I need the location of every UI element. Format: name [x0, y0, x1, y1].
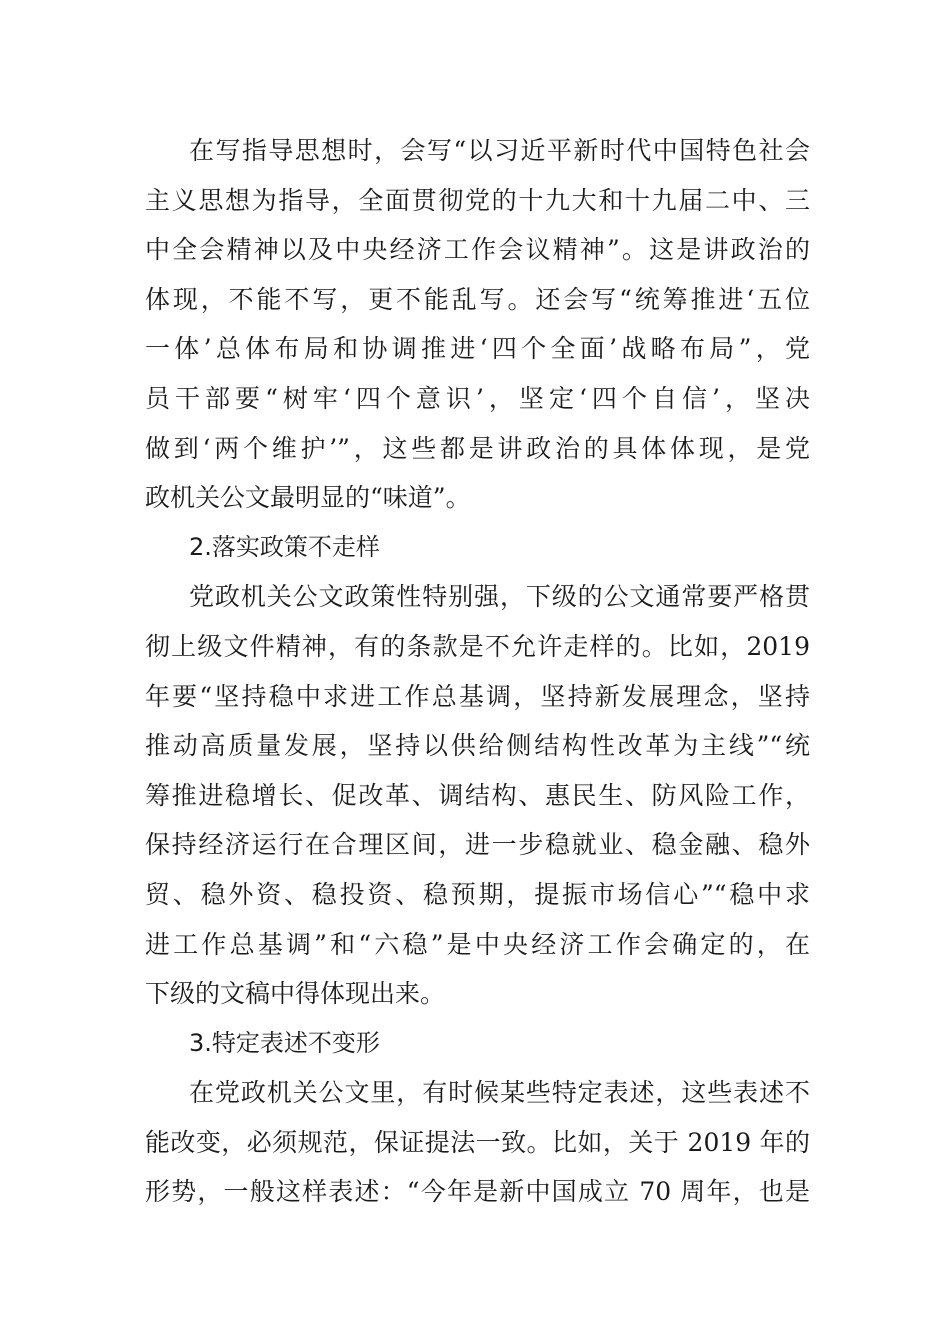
paragraph-line: 一体’总体布局和协调推进‘四个全面’战略布局”，党	[145, 334, 810, 364]
section-heading-3: 3.特定表述不变形	[189, 1028, 380, 1057]
paragraph-line: 做到‘两个维护’”，这些都是讲政治的具体体现，是党	[145, 433, 810, 463]
paragraph-line: 能改变，必须规范，保证提法一致。比如，关于 2019 年的	[145, 1127, 810, 1157]
paragraph-line: 在写指导思想时，会写“以习近平新时代中国特色社会	[189, 136, 810, 165]
document-body	[145, 126, 810, 1217]
paragraph-line: 体现，不能不写，更不能乱写。还会写“统筹推进‘五位	[145, 284, 810, 314]
paragraph-guiding-ideology	[145, 126, 810, 523]
paragraph-line: 彻上级文件精神，有的条款是不允许走样的。比如，2019	[145, 631, 810, 661]
paragraph-line: 保持经济运行在合理区间，进一步稳就业、稳金融、稳外	[145, 830, 810, 860]
section-heading-2: 2.落实政策不走样	[189, 532, 380, 561]
paragraph-line: 主义思想为指导，全面贯彻党的十九大和十九届二中、三	[145, 185, 810, 215]
paragraph-line: 年要“坚持稳中求进工作总基调，坚持新发展理念，坚持	[145, 681, 810, 711]
paragraph-line: 员干部要“树牢‘四个意识’，坚定‘四个自信’，坚决	[145, 383, 810, 413]
paragraph-line: 推动高质量发展，坚持以供给侧结构性改革为主线”“统	[145, 731, 810, 761]
paragraph-policy-implementation	[145, 572, 810, 1018]
paragraph-line: 在党政机关公文里，有时候某些特定表述，这些表述不	[189, 1078, 810, 1108]
paragraph-line: 筹推进稳增长、促改革、调结构、惠民生、防风险工作，	[145, 780, 810, 810]
paragraph-line: 中全会精神以及中央经济工作会议精神”。这是讲政治的	[145, 235, 810, 265]
paragraph-specific-expressions	[145, 1068, 810, 1217]
paragraph-line: 形势，一般这样表述：“今年是新中国成立 70 周年，也是	[145, 1177, 810, 1207]
paragraph-line: 贸、稳外资、稳投资、稳预期，提振市场信心”“稳中求	[145, 879, 810, 909]
paragraph-line: 政机关公文最明显的“味道”。	[145, 483, 471, 513]
paragraph-line: 进工作总基调”和“六稳”是中央经济工作会确定的，在	[145, 929, 810, 959]
paragraph-line: 党政机关公文政策性特别强，下级的公文通常要严格贯	[189, 582, 810, 612]
paragraph-line: 下级的文稿中得体现出来。	[145, 979, 446, 1009]
